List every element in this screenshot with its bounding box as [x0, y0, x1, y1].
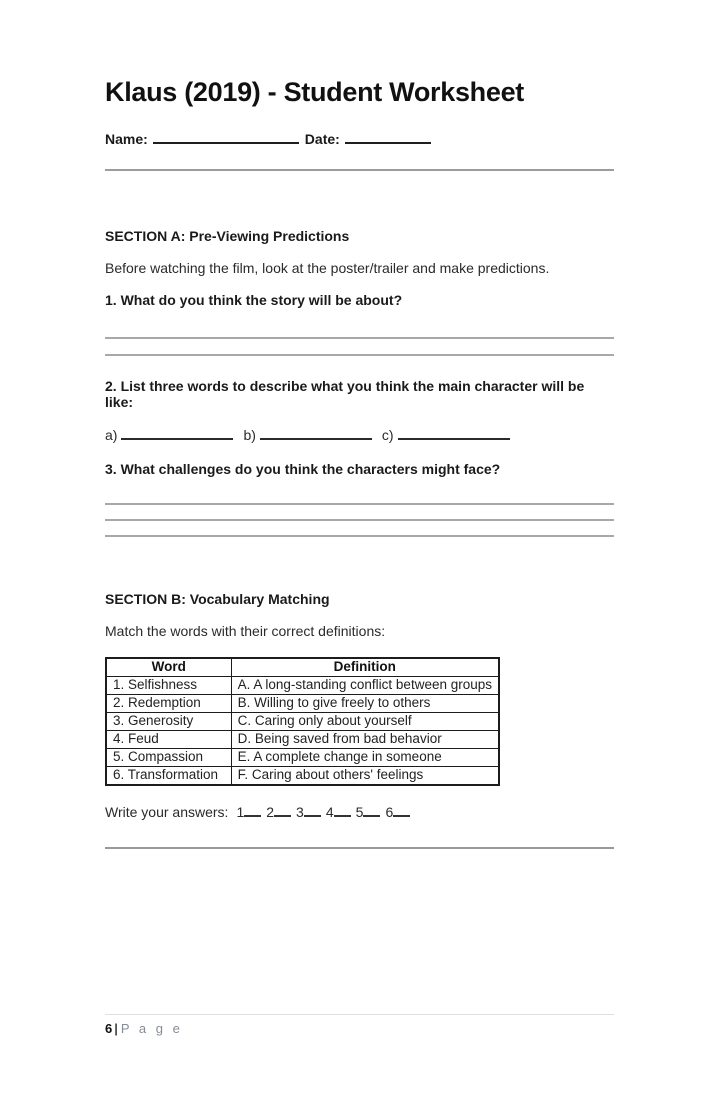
header-divider: [105, 169, 614, 171]
word-cell: 4. Feud: [106, 731, 231, 749]
answer-number: 5: [355, 804, 364, 820]
table-row: [106, 749, 499, 767]
answer-number: 3: [296, 804, 304, 820]
table-header-row: [106, 658, 499, 677]
abc-label-b: b): [243, 427, 256, 443]
vocabulary-table: [105, 657, 500, 786]
answer-slot-3: [296, 804, 321, 820]
table-row: [106, 695, 499, 713]
table-row: [106, 767, 499, 786]
abc-blank-line-b: [260, 436, 372, 440]
answer-number: 4: [325, 804, 334, 820]
definition-cell: F. Caring about others' feelings: [231, 767, 499, 786]
abc-item-a: [105, 427, 237, 443]
answer-line: [105, 535, 614, 537]
word-cell: 2. Redemption: [106, 695, 231, 713]
footer-separator: |: [114, 1021, 118, 1036]
word-cell: 1. Selfishness: [106, 677, 231, 695]
word-cell: 6. Transformation: [106, 767, 231, 786]
answer-blank-line: [274, 813, 291, 817]
page-content: [0, 76, 720, 849]
answer-line: [105, 519, 614, 521]
page-title: Klaus (2019) - Student Worksheet: [105, 77, 524, 107]
answer-line: [105, 354, 614, 356]
section-b-intro: Match the words with their correct definitions:: [105, 623, 386, 639]
name-blank-line: [153, 140, 299, 144]
question-3: 3. What challenges do you think the characters might face?: [105, 461, 501, 477]
vocabulary-table-head: [106, 658, 499, 677]
abc-answer-row: [105, 426, 614, 444]
answer-line: [105, 337, 614, 339]
table-row: [106, 713, 499, 731]
answer-blank-line: [363, 813, 380, 817]
write-answers-row: [105, 803, 614, 821]
answer-blank-line: [334, 813, 351, 817]
definition-cell: C. Caring only about yourself: [231, 713, 499, 731]
answer-number: 6: [385, 804, 394, 820]
question-1: 1. What do you think the story will be about?: [105, 292, 403, 308]
footer-page-word: P a g e: [120, 1021, 183, 1036]
section-a-intro: Before watching the film, look at the poster/trailer and make predictions.: [105, 260, 550, 276]
abc-blank-line-c: [398, 436, 510, 440]
table-row: [106, 677, 499, 695]
abc-blank-line-a: [121, 436, 233, 440]
page-footer: [105, 1014, 614, 1036]
answer-slot-1: [236, 804, 261, 820]
word-cell: 3. Generosity: [106, 713, 231, 731]
answer-blank-line: [393, 813, 410, 817]
column-header-word: Word: [106, 658, 231, 677]
abc-item-c: [382, 427, 514, 443]
answer-slot-4: [326, 804, 351, 820]
write-answers-label: Write your answers:: [105, 804, 229, 820]
answer-slot-6: [385, 804, 410, 820]
answer-slot-5: [356, 804, 381, 820]
worksheet-page: [0, 76, 720, 1116]
answer-line: [105, 503, 614, 505]
name-date-row: [105, 130, 614, 148]
question-2: 2. List three words to describe what you think the main character will be like:: [105, 378, 585, 410]
section-b-end-divider: [105, 847, 614, 849]
answer-number: 1: [236, 804, 245, 820]
date-label: Date:: [304, 131, 340, 147]
vocabulary-table-body: [106, 677, 499, 786]
definition-cell: A. A long-standing conflict between groups: [231, 677, 499, 695]
definition-cell: B. Willing to give freely to others: [231, 695, 499, 713]
footer-page-number: 6: [105, 1021, 113, 1036]
date-blank-line: [345, 140, 431, 144]
section-b-heading: SECTION B: Vocabulary Matching: [105, 591, 330, 607]
word-cell: 5. Compassion: [106, 749, 231, 767]
abc-label-c: c): [381, 427, 394, 443]
abc-item-b: [243, 427, 375, 443]
answer-number: 2: [266, 804, 275, 820]
answer-slot-2: [266, 804, 291, 820]
table-row: [106, 731, 499, 749]
name-label: Name:: [105, 131, 148, 147]
answer-blank-line: [304, 813, 321, 817]
column-header-definition: Definition: [231, 658, 499, 677]
definition-cell: E. A complete change in someone: [231, 749, 499, 767]
answer-blank-line: [244, 813, 261, 817]
abc-label-a: a): [105, 427, 118, 443]
definition-cell: D. Being saved from bad behavior: [231, 731, 499, 749]
section-a-heading: SECTION A: Pre-Viewing Predictions: [105, 228, 350, 244]
